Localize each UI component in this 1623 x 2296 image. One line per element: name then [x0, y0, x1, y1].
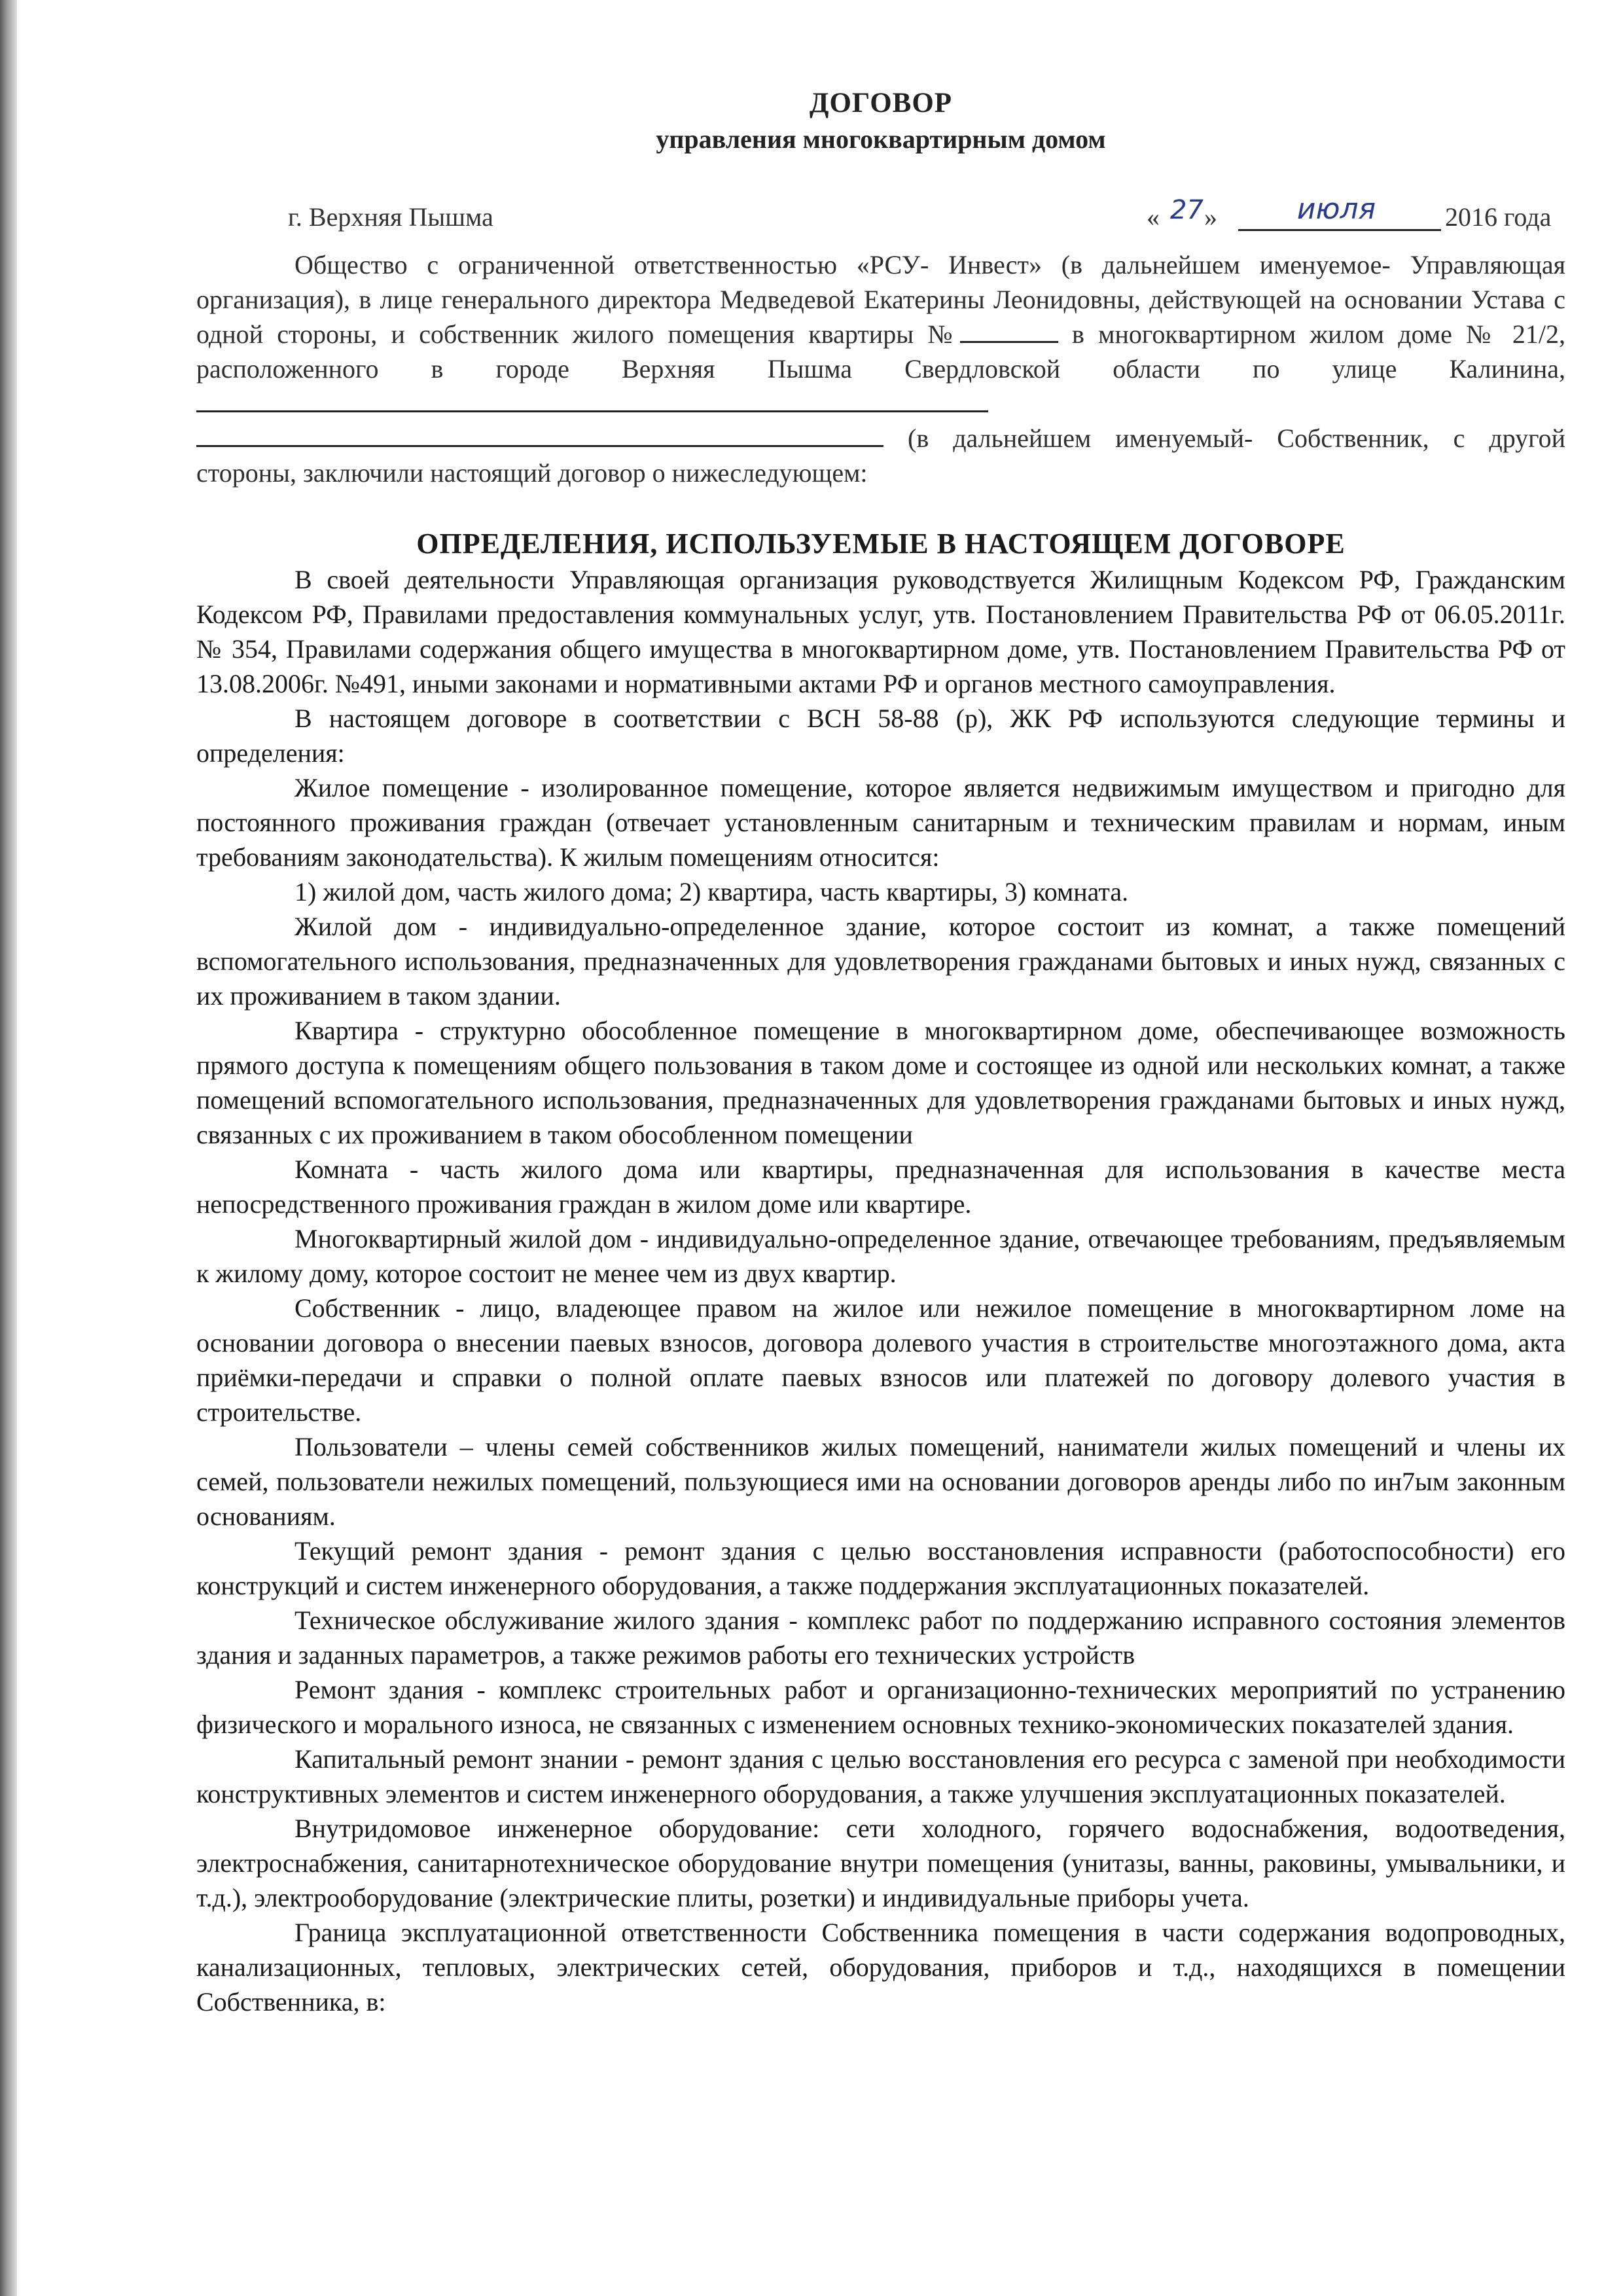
definition-room: Комната - часть жилого дома или квартиры, предназначенная для использования в качестве места непосредственного проживания граждан в жилом доме или квартире. [196, 1155, 1565, 1219]
contract-city: г. Верхняя Пышма [288, 202, 493, 232]
preamble-part-3: (в дальнейшем именуемый- Собственник, с другой стороны, заключили настоящий договор о нижеследующем: [196, 423, 1565, 488]
definition-responsibility-boundary: Граница эксплуатационной ответственности Собственника помещения в части содержания водопроводных, канализационных, тепловых, электрических сетей, оборудования, приборов и т.д., находящихся в помещении Собственника, в: [196, 1918, 1565, 2017]
preamble-paragraph [196, 247, 1565, 490]
definition-building-repair: Ремонт здания - комплекс строительных работ и организационно-технических мероприятий по устранению физического и морального износа, не связанных с изменением основных технико-экономических показателей здания. [196, 1675, 1565, 1739]
definition-current-repair: Текущий ремонт здания - ремонт здания с целью восстановления исправности (работоспособности) его конструкций и систем инженерного оборудования, а также поддержания эксплуатационных показателей. [196, 1536, 1565, 1600]
apartment-number-blank [960, 319, 1058, 343]
contract-date [1147, 192, 1565, 241]
living-premises-list: 1) жилой дом, часть жилого дома; 2) квартира, часть квартиры, 3) комната. [294, 877, 1129, 906]
definition-users: Пользователи – члены семей собственников жилых помещений, наниматели жилых помещений и члены их семей, пользователи нежилых помещений, пользующиеся ими на основании договоров аренды либо по ин7ым законным основаниям. [196, 1432, 1565, 1531]
document-title: ДОГОВОР [809, 88, 953, 118]
date-year: 2016 года [1445, 202, 1552, 232]
contract-page [196, 77, 1565, 2019]
date-day-handwritten: 27 [1170, 195, 1204, 225]
definitions-paragraph-1: В своей деятельности Управляющая организация руководствуется Жилищным Кодексом РФ, Гражданским Кодексом РФ, Правилами предоставления коммунальных услуг, утв. Постановлением Правительства РФ от 06.05.2011г. № 354, Правилами содержания общего имущества в многоквартирном доме, утв. Постановлением Правительства РФ от 13.08.2006г. №491, иными законами и нормативными актами РФ и органов местного самоуправления. [196, 565, 1565, 698]
definition-apartment-building: Многоквартирный жилой дом - индивидуально-определенное здание, отвечающее требованиям, предъявляемым к жилому дому, которое состоит не менее чем из двух квартир. [196, 1224, 1565, 1288]
definition-capital-repair: Капитальный ремонт знании - ремонт здания с целью восстановления его ресурса с заменой при необходимости конструктивных элементов и систем инженерного оборудования, а также улучшения эксплуатационных показателей. [196, 1744, 1565, 1808]
definition-maintenance: Техническое обслуживание жилого здания - комплекс работ по поддержанию исправного состояния элементов здания и заданных параметров, а также режимов работы его технических устройств [196, 1605, 1565, 1670]
date-month-handwritten: июля [1296, 192, 1376, 226]
definitions-paragraph-2: В настоящем договоре в соответствии с ВСН 58-88 (р), ЖК РФ используются следующие термины и определения: [196, 704, 1565, 768]
definition-engineering-equipment: Внутридомовое инженерное оборудование: сети холодного, горячего водоснабжения, водоотведения, электроснабжения, санитарнотехническое оборудование внутри помещения (унитазы, ванны, раковины, умывальники, и т.д.), электрооборудование (электрические плиты, розетки) и индивидуальные приборы учета. [196, 1814, 1565, 1912]
owner-name-blank-2 [196, 423, 883, 447]
section-heading: ОПРЕДЕЛЕНИЯ, ИСПОЛЬЗУЕМЫЕ В НАСТОЯЩЕМ ДОГОВОРЕ [416, 528, 1346, 560]
preamble-part-1: Общество с ограниченной ответственностью «РСУ- Инвест» (в дальнейшем именуемое- Управляющая организация), в лице генерального директора Медведевой Екатерины Леонидовны, действующей на основании Устава с одной стороны, и собственник жилого помещения квартиры № [196, 250, 1565, 349]
definition-owner: Собственник - лицо, владеющее правом на жилое или нежилое помещение в многоквартирном ломе на основании договора о внесении паевых взносов, договора долевого участия в строительстве многоэтажного дома, акта приёмки-передачи и справки о полной оплате паевых взносов или платежей по договору долевого участия в строительстве. [196, 1293, 1565, 1427]
document-subtitle: управления многоквартирным домом [656, 124, 1106, 154]
owner-name-blank-1 [196, 388, 988, 412]
date-quote-close: » [1204, 202, 1217, 232]
scan-edge-shadow [0, 0, 17, 2296]
definition-living-premises: Жилое помещение - изолированное помещение, которое является недвижимым имуществом и пригодно для постоянного проживания граждан (отвечает установленным санитарным и техническим правилам и нормам, иным требованиям законодательства). К жилым помещениям относится: [196, 773, 1565, 872]
date-underline [1238, 229, 1441, 231]
title-block [196, 85, 1565, 157]
definition-apartment: Квартира - структурно обособленное помещение в многоквартирном доме, обеспечивающее возможность прямого доступа к помещениям общего пользования в таком доме и состоящее из одной или нескольких комнат, а также помещений вспомогательного использования, предназначенных для удовлетворения гражданами бытовых и иных нужд, связанных с их проживанием в таком обособленном помещении [196, 1016, 1565, 1149]
preamble-part-2: в многоквартирном жилом доме № 21/2, расположенного в городе Верхняя Пышма Свердловской области по улице Калинина, [196, 319, 1565, 384]
date-quote-open: « [1147, 202, 1160, 232]
place-date-line [196, 192, 1565, 247]
definition-house: Жилой дом - индивидуально-определенное здание, которое состоит из комнат, а также помещений вспомогательного использования, предназначенных для удовлетворения гражданами бытовых и иных нужд, связанных с их проживанием в таком здании. [196, 912, 1565, 1011]
